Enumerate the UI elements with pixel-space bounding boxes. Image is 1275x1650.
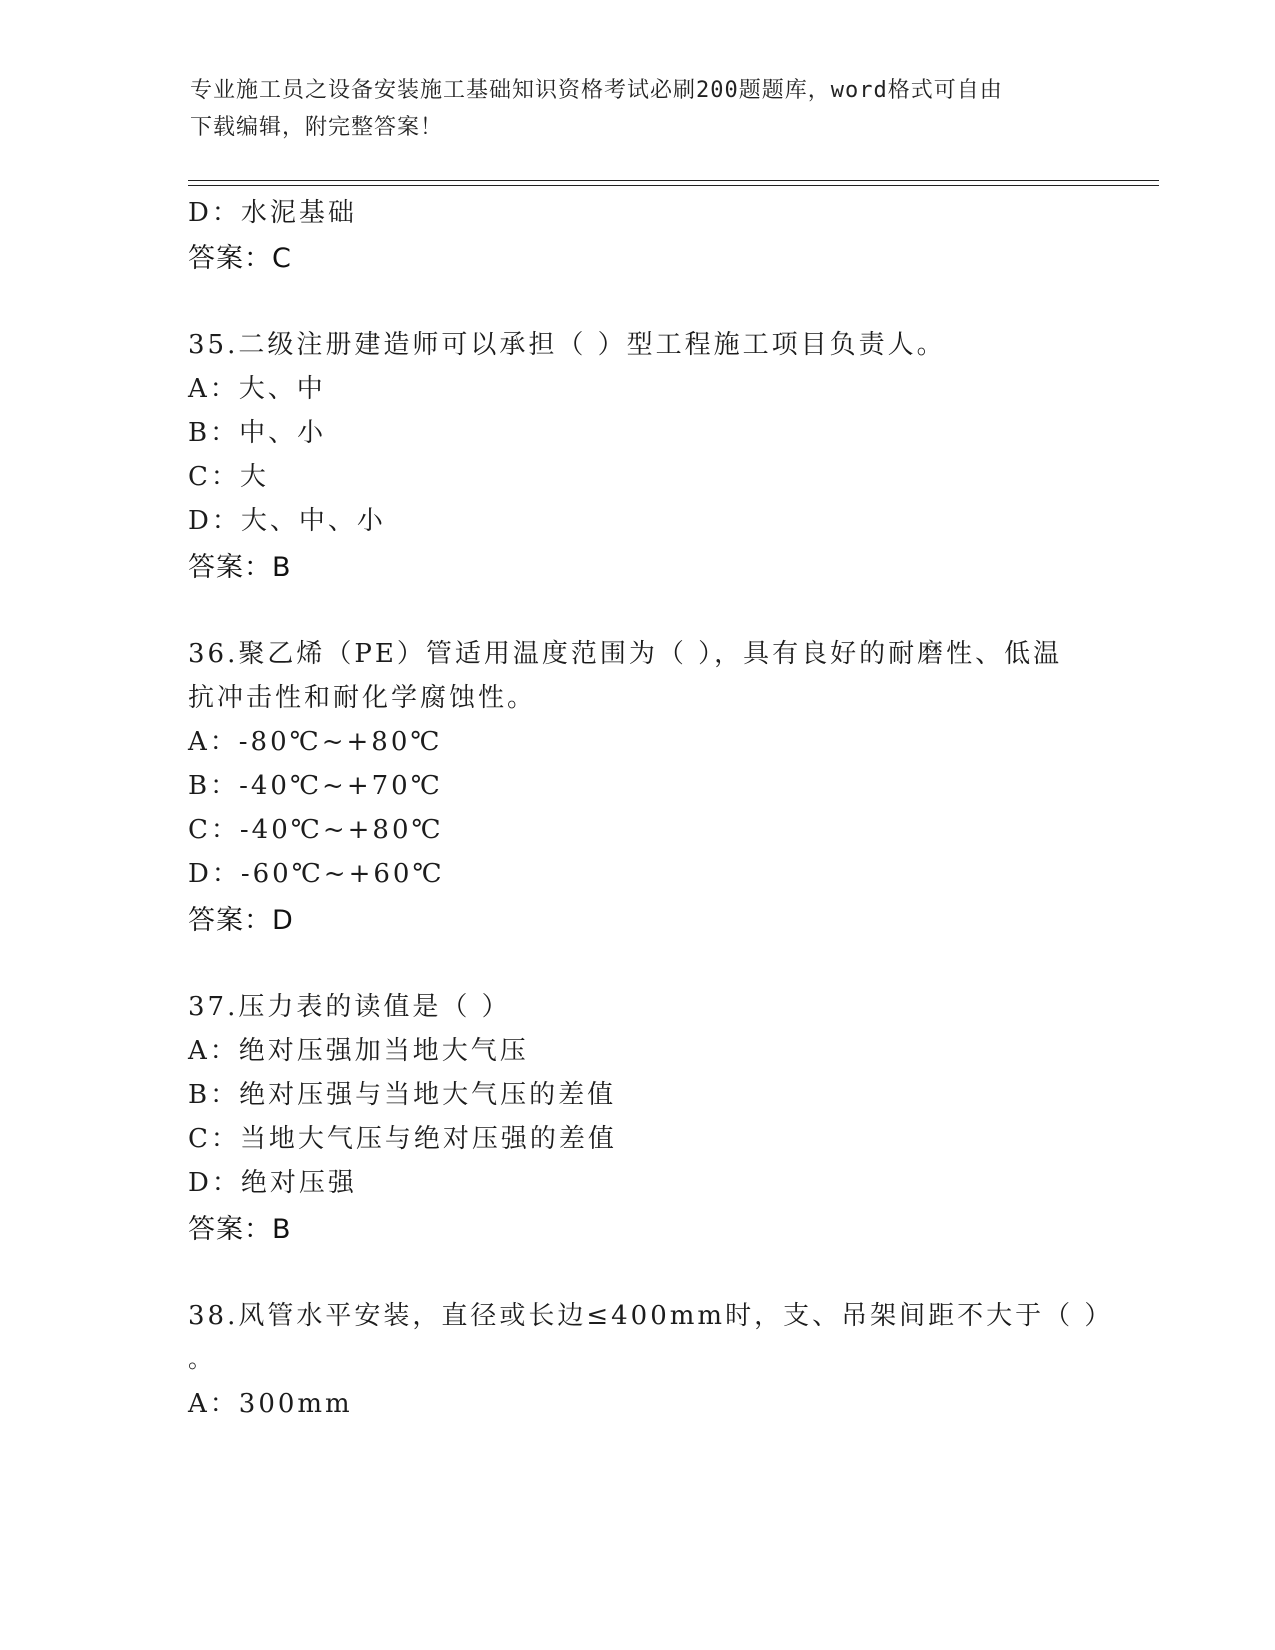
q37-stem: 37.压力表的读值是（ ） [188,992,511,1022]
q37-option-a: A：绝对压强加当地大气压 [188,1036,529,1066]
q36-answer: 答案：D [188,905,294,936]
document-header [190,72,1090,146]
q35-option-d: D：大、中、小 [188,506,386,536]
header-title-line-2: 下载编辑，附完整答案！ [190,115,444,140]
q38-stem-line-1: 38.风管水平安装，直径或长边≤400mm时，支、吊架间距不大于（ ） [188,1301,1114,1331]
q36-option-d: D：-60℃~+60℃ [188,859,445,889]
header-title-line-1: 专业施工员之设备安装施工基础知识资格考试必刷200题题库，word格式可自由 [190,78,1003,103]
q35-option-a: A：大、中 [188,374,326,404]
q37-option-c: C：当地大气压与绝对压强的差值 [188,1124,617,1154]
q35-option-b: B：中、小 [188,418,327,448]
header-divider-top [188,180,1159,181]
q36-option-b: B：-40℃~+70℃ [188,771,443,801]
q34-option-d: D：水泥基础 [188,198,357,228]
q37-option-d: D：绝对压强 [188,1168,357,1198]
q37-answer: 答案：B [188,1214,292,1245]
q35-stem: 35.二级注册建造师可以承担（ ）型工程施工项目负责人。 [188,330,946,360]
q36-option-a: A：-80℃~+80℃ [188,727,443,757]
q37-option-b: B：绝对压强与当地大气压的差值 [188,1080,617,1110]
q38-option-a: A：300mm [188,1389,353,1419]
q36-stem-line-2: 抗冲击性和耐化学腐蚀性。 [188,683,537,713]
header-divider-bottom [188,185,1159,186]
q36-stem-line-1: 36.聚乙烯（PE）管适用温度范围为（ ），具有良好的耐磨性、低温 [188,639,1063,669]
q38-stem-line-2: 。 [188,1345,215,1373]
q35-option-c: C：大 [188,462,269,492]
q34-answer: 答案：C [188,243,292,274]
q36-option-c: C：-40℃~+80℃ [188,815,444,845]
q35-answer: 答案：B [188,552,292,583]
